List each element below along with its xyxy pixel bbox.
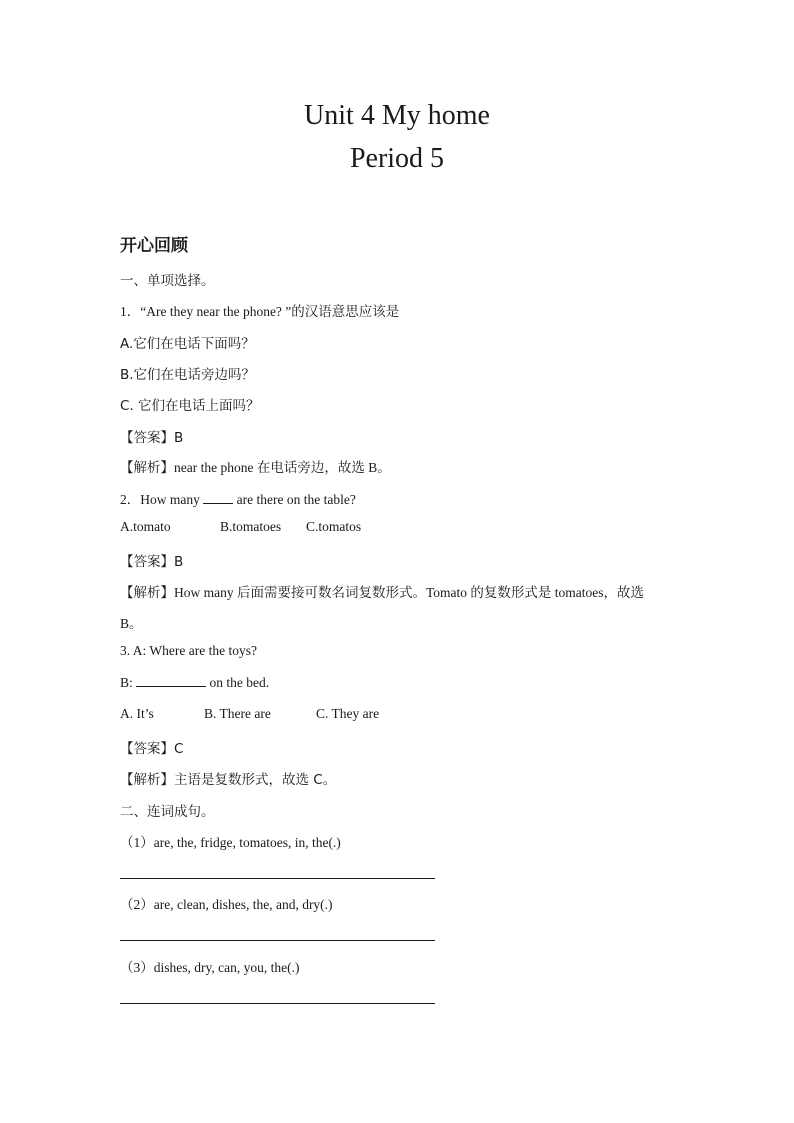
p2-answer-line-2[interactable] (120, 940, 435, 941)
q3-stem-a: 3. A: Where are the toys? (120, 643, 257, 658)
q2-analysis-line1: 【解析】How many 后面需要接可数名词复数形式。Tomato 的复数形式是 tomatoes，故选 (120, 585, 645, 600)
q3-stem-b (120, 675, 269, 691)
page-title: Unit 4 My home (304, 100, 490, 131)
q2-answer: 【答案】B (120, 554, 184, 570)
p2-item-3: （3）dishes, dry, can, you, the(.) (120, 960, 300, 975)
q2-option-b: B.tomatoes (220, 519, 282, 534)
page-subtitle: Period 5 (349, 143, 445, 174)
p2-answer-line-1[interactable] (120, 878, 435, 879)
q1-analysis: 【解析】near the phone 在电话旁边，故选 B。 (120, 460, 391, 475)
q1-option-c: C. 它们在电话上面吗？ (120, 398, 260, 414)
p2-item-2: （2）are, clean, dishes, the, and, dry(.) (120, 897, 333, 912)
p2-item-1: （1）are, the, fridge, tomatoes, in, the(.) (120, 835, 341, 850)
q1-option-a: A.它们在电话下面吗？ (120, 336, 255, 352)
q2-analysis-line2: B。 (120, 616, 143, 631)
q2-stem-after: are there on the table? (233, 492, 356, 507)
q3-blank (136, 685, 206, 687)
q2-blank (203, 502, 233, 504)
q3-options (120, 706, 379, 722)
part1-heading: 一、单项选择。 (120, 273, 215, 289)
q1-option-b: B.它们在电话旁边吗？ (120, 367, 256, 383)
q3-stem-b-prefix: B: (120, 675, 137, 690)
part2-heading: 二、连词成句。 (120, 804, 215, 820)
q3-option-a: A. It’s (120, 706, 154, 721)
q3-answer: 【答案】C (120, 741, 184, 757)
q1-stem: 1．“Are they near the phone? ”的汉语意思应该是 (120, 304, 400, 319)
q3-analysis: 【解析】主语是复数形式，故选 C。 (120, 772, 337, 788)
q2-options (120, 519, 361, 535)
q1-answer: 【答案】B (120, 430, 184, 446)
q3-stem-b-suffix: on the bed. (206, 675, 270, 690)
q3-option-b: B. There are (204, 706, 271, 721)
section-heading: 开心回顾 (120, 236, 188, 256)
q2-stem-before: 2．How many (120, 492, 204, 507)
p2-answer-line-3[interactable] (120, 1003, 435, 1004)
q2-stem (120, 488, 356, 508)
q3-option-c: C. They are (316, 706, 380, 721)
q2-option-c: C.tomatos (306, 519, 362, 534)
q2-option-a: A.tomato (120, 519, 171, 534)
